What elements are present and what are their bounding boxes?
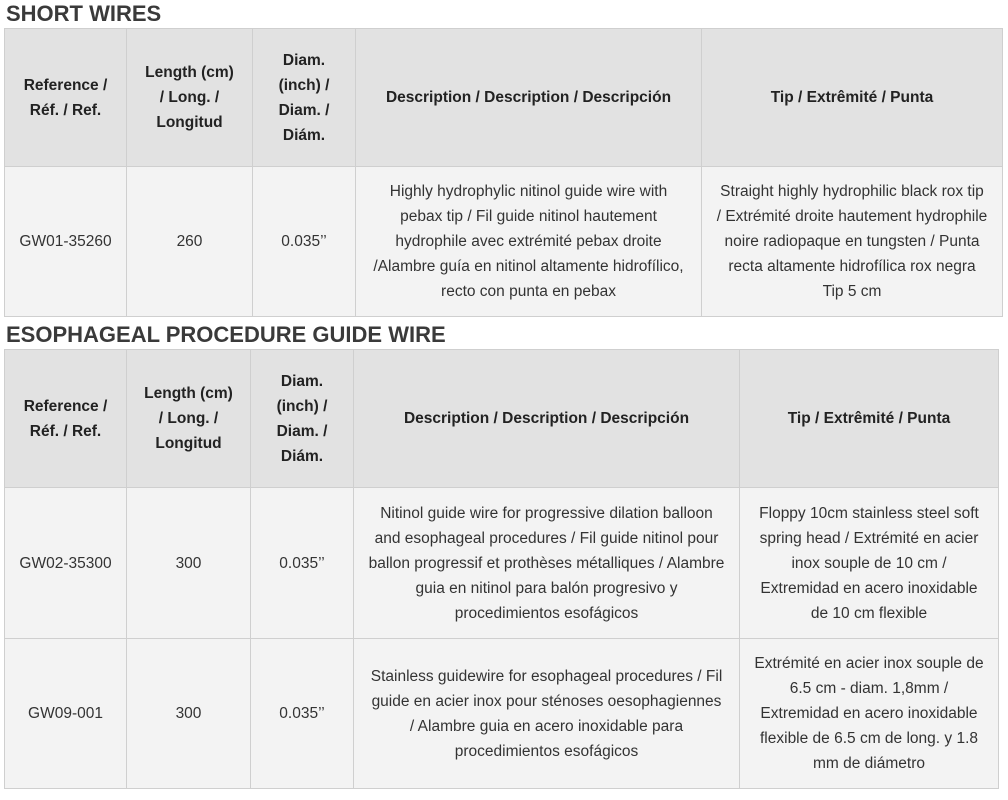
cell-tip: Floppy 10cm stainless steel soft spring head / Extrémité en acier inox souple de 10 cm / Extremidad en acero inoxidable de 10 cm flexible <box>740 488 999 639</box>
cell-diameter: 0.035’’ <box>251 639 354 789</box>
header-reference: Reference / Réf. / Ref. <box>5 29 127 167</box>
header-description: Description / Description / Descripción <box>356 29 702 167</box>
cell-length: 300 <box>127 488 251 639</box>
table-header-row <box>5 350 999 488</box>
table-row <box>5 167 1003 317</box>
section-title-esophageal: ESOPHAGEAL PROCEDURE GUIDE WIRE <box>6 322 446 347</box>
cell-description: Stainless guidewire for esophageal procedures / Fil guide en acier inox pour sténoses oesophagiennes / Alambre guia en acero inoxidable para procedimientos esofágicos <box>354 639 740 789</box>
header-tip: Tip / Extrêmité / Punta <box>740 350 999 488</box>
table-row <box>5 488 999 639</box>
header-reference: Reference / Réf. / Ref. <box>5 350 127 488</box>
cell-reference: GW02-35300 <box>5 488 127 639</box>
header-diameter: Diam. (inch) / Diam. / Diám. <box>251 350 354 488</box>
cell-diameter: 0.035’’ <box>253 167 356 317</box>
short-wires-table <box>4 28 1003 317</box>
cell-description: Nitinol guide wire for progressive dilation balloon and esophageal procedures / Fil guide nitinol pour ballon progressif et prothèses métalliques / Alambre guia en nitinol para balón progresivo y procedimientos esofágicos <box>354 488 740 639</box>
cell-length: 260 <box>127 167 253 317</box>
header-diameter: Diam. (inch) / Diam. / Diám. <box>253 29 356 167</box>
header-description: Description / Description / Descripción <box>354 350 740 488</box>
section-title-short-wires: SHORT WIRES <box>6 1 162 26</box>
cell-diameter: 0.035’’ <box>251 488 354 639</box>
header-length: Length (cm) / Long. / Longitud <box>127 29 253 167</box>
cell-length: 300 <box>127 639 251 789</box>
table-header-row <box>5 29 1003 167</box>
cell-tip: Extrémité en acier inox souple de 6.5 cm - diam. 1,8mm / Extremidad en acero inoxidable flexible de 6.5 cm de long. y 1.8 mm de diámetro <box>740 639 999 789</box>
cell-reference: GW09-001 <box>5 639 127 789</box>
esophageal-table <box>4 349 999 789</box>
cell-description: Highly hydrophylic nitinol guide wire with pebax tip / Fil guide nitinol hautement hydrophile avec extrémité pebax droite /Alambre guía en nitinol altamente hidrofílico, recto con punta en pebax <box>356 167 702 317</box>
table-row <box>5 639 999 789</box>
cell-reference: GW01-35260 <box>5 167 127 317</box>
header-tip: Tip / Extrêmité / Punta <box>702 29 1003 167</box>
header-length: Length (cm) / Long. / Longitud <box>127 350 251 488</box>
cell-tip: Straight highly hydrophilic black rox tip / Extrémité droite hautement hydrophile noire radiopaque en tungsten / Punta recta altamente hidrofílica rox negra Tip 5 cm <box>702 167 1003 317</box>
